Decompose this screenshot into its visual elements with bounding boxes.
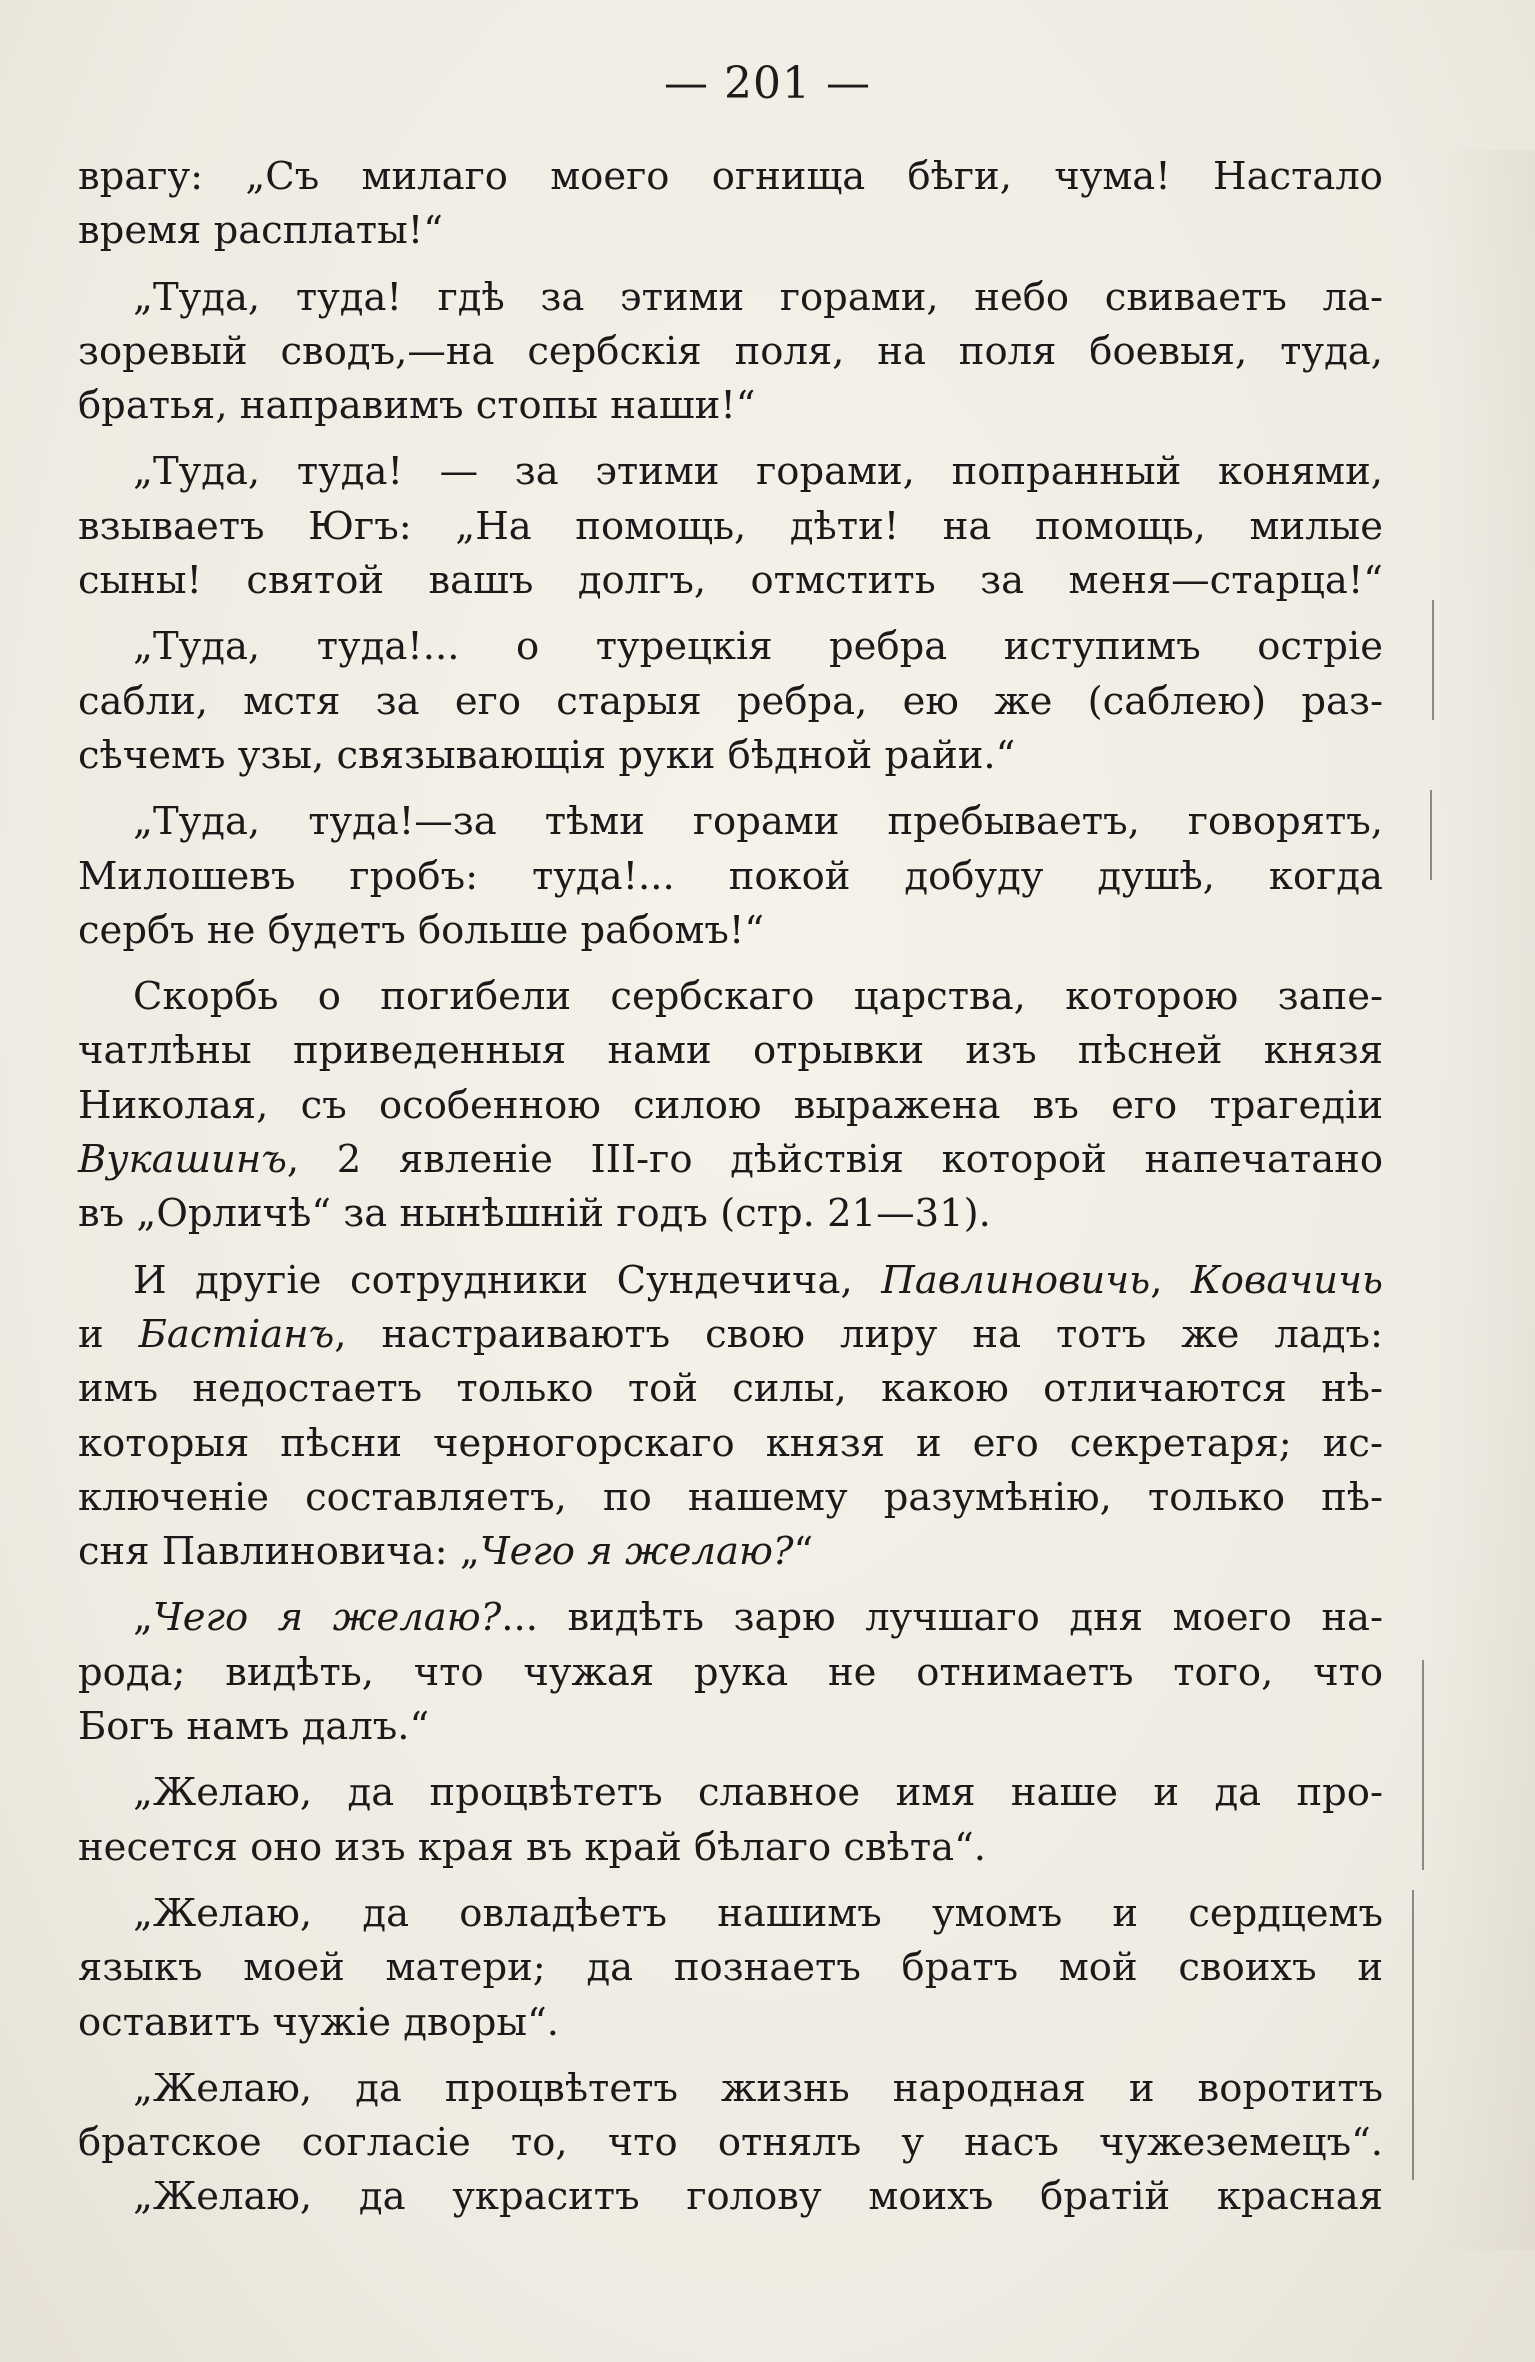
text-line: Вукашинъ, 2 явленіе III-го дѣйствія которой напечатано [78, 1137, 1383, 1183]
text-line: ключеніе составляетъ, по нашему разумѣнію, только пѣ- [78, 1474, 1383, 1520]
text-line: братья, направимъ стопы наши!“ [78, 383, 756, 429]
text-line: которыя пѣсни черногорскаго князя и его секретаря; ис- [78, 1420, 1383, 1466]
text-line: „Чего я желаю?... видѣть зарю лучшаго дня моего на- [133, 1595, 1383, 1641]
text-line: несется оно изъ края въ край бѣлаго свѣта“. [78, 1824, 987, 1870]
page-edge-shadow [1435, 150, 1535, 2250]
text-line: „Туда, туда!—за тѣми горами пребываетъ, говорятъ, [133, 799, 1383, 845]
text-line: врагу: „Съ милаго моего огнища бѣги, чума! Насталo [78, 154, 1383, 199]
text-line: сабли, мстя за его старыя ребра, ею же (саблею) раз- [78, 678, 1383, 724]
text-line: и Бастіанъ, настраиваютъ свою лиру на тотъ же ладъ: [78, 1311, 1383, 1357]
page-body [78, 150, 1383, 2225]
text-line: Скорбь о погибели сербскаго царства, которою запе- [133, 974, 1383, 1020]
margin-mark [1430, 790, 1432, 880]
margin-mark [1422, 1660, 1424, 1870]
page-number: — 201 — [664, 58, 871, 109]
text-line: сыны! святой вашъ долгъ, отмстить за меня—старца!“ [78, 558, 1383, 604]
text-line: братское согласіе то, что отнялъ у насъ чужеземецъ“. [78, 2120, 1383, 2166]
margin-mark [1412, 1890, 1414, 2180]
text-line: языкъ моей матери; да познаетъ братъ мой своихъ и [78, 1945, 1383, 1991]
text-line: оставитъ чужіе дворы“. [78, 1999, 559, 2045]
text-line: зоревый сводъ,—на сербскія поля, на поля боевыя, туда, [78, 328, 1383, 374]
text-line: „Желаю, да украситъ голову моихъ братій красная [133, 2174, 1383, 2220]
text-line: чатлѣны приведенныя нами отрывки изъ пѣсней князя [78, 1028, 1383, 1074]
text-line: И другіе сотрудники Сундечича, Павлиновичь, Ковачичь [133, 1257, 1384, 1303]
margin-mark [1432, 600, 1434, 720]
text-line: „Туда, туда!... о турецкія ребра иступимъ остріе [133, 624, 1383, 670]
text-line: сня Павлиновича: „Чего я желаю?“ [78, 1529, 814, 1575]
text-line: „Желаю, да процвѣтетъ славное имя наше и да про- [133, 1770, 1383, 1816]
text-line: въ „Орличѣ“ за нынѣшній годъ (стр. 21—31). [78, 1191, 991, 1237]
text-line: „Туда, туда! гдѣ за этими горами, небо свиваетъ ла- [133, 274, 1383, 320]
text-line: сѣчемъ узы, связывающія руки бѣдной райи.“ [78, 732, 1016, 778]
text-line: сербъ не будетъ больше рабомъ!“ [78, 907, 765, 953]
text-line: взываетъ Югъ: „На помощь, дѣти! на помощь, милые [78, 503, 1383, 549]
text-line: рода; видѣть, что чужая рука не отнимаетъ того, что [78, 1649, 1383, 1695]
text-line: имъ недостаетъ только той силы, какою отличаются нѣ- [78, 1366, 1383, 1412]
text-line: Богъ намъ далъ.“ [78, 1704, 430, 1750]
text-line: „Туда, туда! — за этими горами, попранный конями, [133, 449, 1383, 495]
text-line: время расплаты!“ [78, 208, 443, 254]
text-line: „Желаю, да овладѣетъ нашимъ умомъ и сердцемъ [133, 1890, 1383, 1936]
text-line: Милошевъ гробъ: туда!... покой добуду душѣ, когда [78, 853, 1383, 899]
text-line: Николая, съ особенною силою выражена въ его трагедіи [78, 1082, 1383, 1128]
text-line: „Желаю, да процвѣтетъ жизнь народная и воротитъ [133, 2065, 1383, 2111]
